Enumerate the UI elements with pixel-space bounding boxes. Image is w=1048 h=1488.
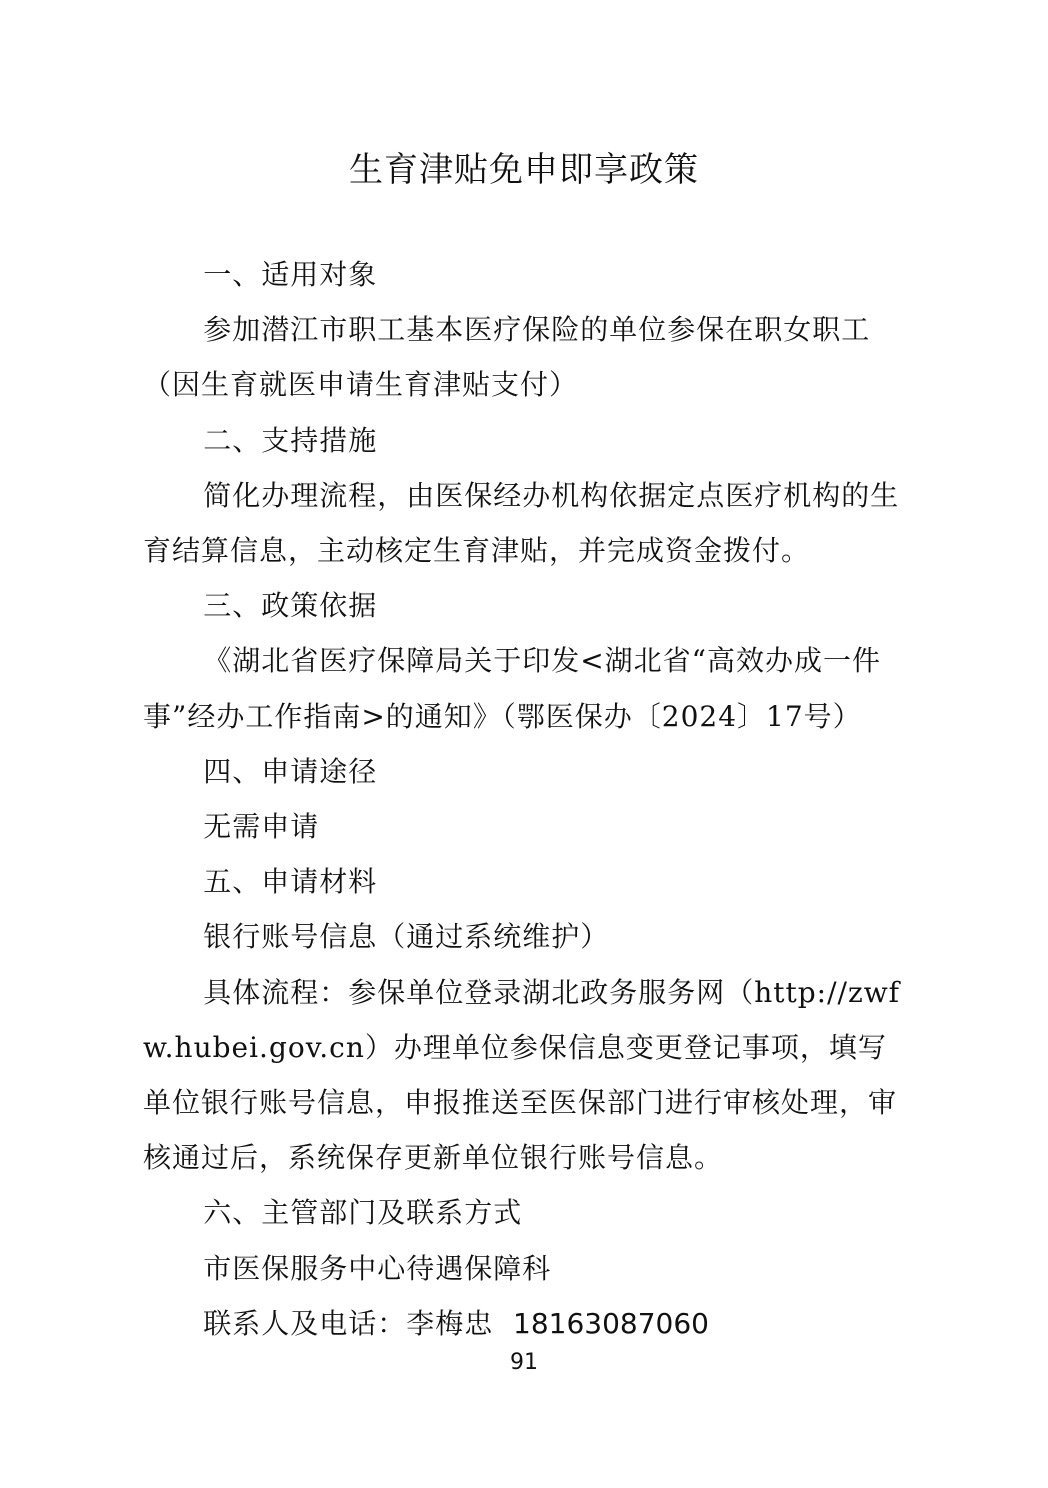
basis-text: 《湖北省医疗保障局关于印发<湖北省“高效办成一件事”经办工作指南>的通知》（鄂医保办〔2024〕17号） bbox=[143, 644, 881, 733]
measures-text: 简化办理流程，由医保经办机构依据定点医疗机构的生育结算信息，主动核定生育津贴，并完成资金拨付。 bbox=[143, 478, 900, 568]
contact-line bbox=[143, 1296, 913, 1351]
section-heading-eligibility: 一、适用对象 bbox=[203, 258, 378, 291]
contact-phone: 18163087060 bbox=[513, 1306, 709, 1340]
process-text: 具体流程：参保单位登录湖北政务服务网（http://zwfw.hubei.gov.cn）办理单位参保信息变更登记事项，填写单位银行账号信息，申报推送至医保部门进行审核处理，审核通过后，系统保存更新单位银行账号信息。 bbox=[143, 975, 901, 1175]
section-heading-measures: 二、支持措施 bbox=[203, 423, 378, 457]
eligibility-text: 参加潜江市职工基本医疗保险的单位参保在职女职工（因生育就医申请生育津贴支付） bbox=[143, 313, 871, 402]
materials-text: 银行账号信息（通过系统维护） bbox=[203, 920, 610, 954]
section-heading-materials: 五、申请材料 bbox=[203, 865, 378, 899]
page-title: 生育津贴免申即享政策 bbox=[349, 150, 699, 190]
channel-text: 无需申请 bbox=[203, 810, 320, 844]
section-heading-department: 六、主管部门及联系方式 bbox=[203, 1196, 523, 1230]
contact-label: 联系人及电话：李梅忠 bbox=[203, 1306, 494, 1340]
page-number: 91 bbox=[510, 1350, 538, 1375]
section-heading-channel: 四、申请途径 bbox=[203, 754, 378, 788]
section-heading-basis: 三、政策依据 bbox=[203, 589, 378, 623]
document-body bbox=[143, 247, 913, 1351]
department-text: 市医保服务中心待遇保障科 bbox=[203, 1251, 552, 1285]
